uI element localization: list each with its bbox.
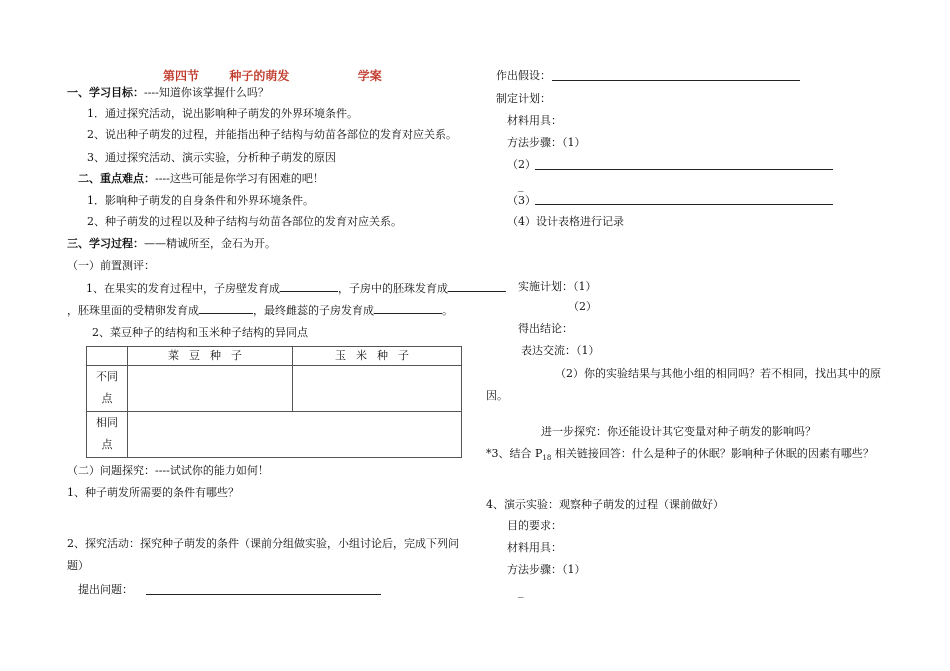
q3-page-sub: 18 (542, 454, 552, 463)
blank-ovary-wall[interactable] (280, 281, 338, 292)
implement-step2: （2） (568, 300, 597, 313)
q3-part-b: 相关链接回答：什么是种子的休眠？影响种子休眠的因素有哪些？ (551, 447, 874, 460)
further-inquiry: 进一步探究：你还能设计其它变量对种子萌发的影响吗？ (541, 425, 816, 438)
row-same-line1: 相同 (96, 416, 118, 429)
goal-item-1: 1．通过探究活动，说出影响种子萌发的外界环境条件。 (87, 107, 358, 120)
materials2-label: 材料用具： (507, 541, 562, 554)
q1-line2 (67, 303, 453, 318)
hypothesis-label: 作出假设： (496, 69, 551, 82)
exchange-q2-line1: （2）你的实验结果与其他小组的相同吗？若不相同，找出其中的原 (555, 367, 881, 380)
row-diff-line2: 点 (101, 392, 113, 405)
key-item-2: 2、种子萌发的过程以及种子结构与幼苗各部位的发育对应关系。 (87, 215, 402, 228)
q1-part-c: ，胚珠里面的受精卵发育成 (67, 304, 199, 317)
ask-question-label: 提出问题： (78, 583, 133, 596)
step4-label: （4）设计表格进行记录 (507, 215, 624, 228)
step-dash-2: _ (518, 585, 524, 598)
cell-corn-diff[interactable] (293, 366, 462, 412)
implement-label: 实施计划：（1） (518, 280, 597, 293)
key-item-1: 1．影响种子萌发的自身条件和外界环境条件。 (87, 194, 314, 207)
step2-blank[interactable] (535, 169, 833, 170)
row-same-line2: 点 (101, 438, 113, 451)
method2-label: 方法步骤：（1） (507, 563, 586, 576)
hypothesis-blank[interactable] (552, 80, 800, 81)
blank-ovary[interactable] (374, 303, 442, 314)
q1-part-d: ，最终雌蕊的子房发育成 (253, 304, 374, 317)
q1-part-a: 1、在果实的发育过程中，子房壁发育成 (86, 282, 280, 295)
blank-ovule[interactable] (448, 281, 506, 292)
q1-part-b: ，子房中的胚珠发育成 (338, 282, 448, 295)
q1-end: 。 (442, 304, 453, 317)
goal-item-3: 3、通过探究活动、演示实验，分析种子萌发的原因 (87, 151, 336, 164)
title-type: 学案 (357, 69, 382, 83)
row-differences (87, 366, 128, 412)
table-corner (87, 347, 128, 366)
goals-tip: ----知道你该掌握什么吗？ (144, 86, 269, 99)
goal-item-2: 2、说出种子萌发的过程，并能指出种子结构与幼苗各部位的发育对应关系。 (87, 128, 457, 141)
purpose-label: 目的要求： (507, 519, 562, 532)
inquiry-q2-line1: 2、探究活动：探究种子萌发的条件（课前分组做实验，小组讨论后，完成下列问 (67, 537, 459, 550)
col-bean-seed: 菜豆种子 (128, 347, 293, 366)
q3-text (486, 447, 874, 465)
materials-label: 材料用具： (507, 114, 562, 127)
goals-heading (67, 86, 269, 100)
pretest-heading: （一）前置测评： (67, 259, 155, 272)
cell-similarities[interactable] (128, 412, 462, 458)
key-heading (78, 172, 324, 186)
exchange-q2-line2: 因。 (486, 389, 508, 402)
step3-label: （3） (507, 194, 536, 207)
plan-label: 制定计划： (496, 92, 551, 105)
row-similarities (87, 412, 128, 458)
title-topic: 种子的萌发 (229, 69, 290, 83)
key-tip: ----这些可能是你学习有困难的吧！ (155, 172, 324, 185)
col-corn-seed: 玉米种子 (293, 347, 462, 366)
key-head-label: 二、重点难点： (78, 172, 155, 185)
q2-text: 2、菜豆种子的结构和玉米种子结构的异同点 (92, 326, 308, 339)
blank-zygote[interactable] (199, 303, 253, 314)
conclusion-label: 得出结论： (518, 322, 573, 335)
inquiry-q2-line2: 题） (67, 559, 89, 572)
process-tip: ——精诚所至，金石为开。 (144, 237, 276, 250)
comparison-table (86, 346, 462, 458)
inquiry-tip: ----试试你的能力如何！ (155, 464, 269, 477)
inquiry-heading (67, 464, 269, 478)
q3-part-a: *3、结合 P (486, 447, 543, 460)
process-heading (67, 237, 276, 251)
step3-blank[interactable] (535, 204, 833, 205)
step-dash-1: _ (518, 179, 524, 192)
step2-label: （2） (507, 158, 536, 171)
row-diff-line1: 不同 (96, 370, 118, 383)
demo-heading: 4、演示实验：观察种子萌发的过程（课前做好） (486, 498, 724, 511)
ask-question-blank[interactable] (146, 594, 381, 595)
page-title (163, 69, 382, 83)
q1-line1 (86, 281, 506, 296)
process-head-label: 三、学习过程： (67, 237, 144, 250)
title-section: 第四节 (163, 69, 200, 83)
inquiry-q1: 1、种子萌发所需要的条件有哪些？ (67, 486, 239, 499)
goals-head-label: 一、学习目标： (67, 86, 144, 99)
inquiry-head-label: （二）问题探究： (67, 464, 155, 477)
method-label: 方法步骤：（1） (507, 136, 586, 149)
cell-bean-diff[interactable] (128, 366, 293, 412)
exchange-label: 表达交流：（1） (521, 344, 600, 357)
